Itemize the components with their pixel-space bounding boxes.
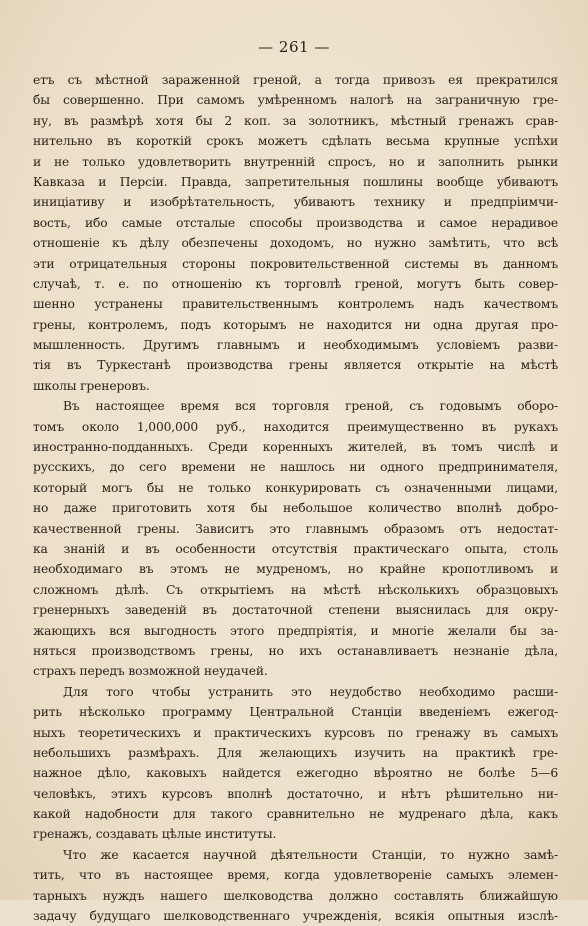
body-text bbox=[33, 70, 558, 926]
text-line: иностранно-подданныхъ. Среди коренныхъ жителей, въ томъ числѣ и bbox=[33, 440, 558, 455]
text-line: ка знаній и въ особенности отсутствія практическаго опыта, столь bbox=[33, 541, 558, 556]
text-line: качественной грены. Зависитъ это главнымъ образомъ отъ недостат- bbox=[33, 521, 558, 536]
text-line: шенно устранены правительственнымъ контролемъ надъ качествомъ bbox=[33, 297, 558, 312]
text-line: жающихъ вся выгодность этого предпріятія, и многіе желали бы за- bbox=[33, 623, 558, 638]
text-line: но даже приготовить хотя бы небольшое количество вполнѣ добро- bbox=[33, 501, 558, 516]
text-line: грены, контролемъ, подъ которымъ не находится ни одна другая про- bbox=[33, 317, 558, 332]
text-line: етъ съ мѣстной зараженной греной, а тогда привозъ ея прекратился bbox=[33, 73, 558, 87]
text-line: тія въ Туркестанѣ производства грены является открытіе на мѣстѣ bbox=[33, 358, 558, 373]
text-line: эти отрицательныя стороны покровительственной системы въ данномъ bbox=[33, 256, 558, 271]
text-line: и не только удовлетворить внутренній спросъ, но и заполнить рынки bbox=[33, 154, 558, 169]
text-line: какой надобности для такого сравнительно не мудренаго дѣла, какъ bbox=[33, 807, 558, 822]
text-line: Въ настоящее время вся торговля греной, съ годовымъ оборо- bbox=[63, 399, 558, 414]
text-line: нительно въ короткій срокъ можетъ сдѣлать весьма крупные успѣхи bbox=[33, 134, 558, 149]
text-line: сложномъ дѣлѣ. Съ открытіемъ на мѣстѣ нѣсколькихъ образцовыхъ bbox=[33, 582, 558, 597]
text-line: ныхъ теоретическихъ и практическихъ курсовъ по гренажу въ самыхъ bbox=[33, 725, 558, 740]
text-line: Что же касается научной дѣятельности Станціи, то нужно замѣ- bbox=[63, 847, 558, 862]
text-line: тить, что въ настоящее время, когда удовлетвореніе самыхъ элемен- bbox=[33, 868, 558, 883]
paragraph bbox=[33, 682, 558, 845]
text-line: отношеніе къ дѣлу обезпечены доходомъ, но нужно замѣтить, что всѣ bbox=[33, 236, 558, 251]
text-line: страхъ передъ возможной неудачей. bbox=[33, 664, 268, 679]
text-line: человѣкъ, этихъ курсовъ вполнѣ достаточно, и нѣтъ рѣшительно ни- bbox=[33, 786, 558, 801]
text-line: который могъ бы не только конкурировать съ означенными лицами, bbox=[33, 480, 558, 495]
text-line: гренерныхъ заведеній въ достаточной степени выяснилась для окру- bbox=[33, 603, 558, 618]
text-line: случаѣ, т. е. по отношенію къ торговлѣ греной, могутъ быть совер- bbox=[33, 276, 558, 291]
text-line: школы гренеровъ. bbox=[33, 378, 150, 393]
paragraph bbox=[33, 396, 558, 681]
text-line: небольшихъ размѣрахъ. Для желающихъ изучить на практикѣ гре- bbox=[33, 745, 558, 760]
text-line: гренажъ, создавать цѣлые институты. bbox=[33, 827, 277, 842]
paragraph bbox=[33, 70, 558, 396]
text-line: томъ около 1,000,000 руб., находится преимущественно въ рукахъ bbox=[33, 419, 558, 434]
text-line: Кавказа и Персіи. Правда, запретительныя пошлины вообще убиваютъ bbox=[33, 174, 558, 189]
text-line: иниціативу и изобрѣтательность, убиваютъ технику и предпріимчи- bbox=[33, 195, 558, 210]
text-line: вость, ибо самые отсталые способы производства и самое нерадивое bbox=[33, 215, 558, 230]
text-line: рить нѣсколько программу Центральной Станціи введеніемъ ежегод- bbox=[33, 705, 558, 720]
text-line: няться производствомъ грены, но ихъ останавливаетъ незнаніе дѣла, bbox=[33, 643, 558, 658]
page-number: — 261 — bbox=[258, 38, 330, 56]
text-line: русскихъ, до сего времени не нашлось ни одного предпринимателя, bbox=[33, 460, 558, 475]
text-line: нажное дѣло, каковыхъ найдется ежегодно вѣроятно не болѣе 5—6 bbox=[33, 766, 558, 781]
text-line: бы совершенно. При самомъ умѣренномъ налогѣ на заграничную гре- bbox=[33, 93, 558, 108]
text-line: необходимаго въ этомъ не мудреномъ, но крайне кропотливомъ и bbox=[33, 562, 558, 577]
text-line: тарныхъ нуждъ нашего шелководства должно составлять ближайшую bbox=[33, 888, 558, 903]
text-line: мышленность. Другимъ главнымъ и необходимымъ условіемъ разви- bbox=[33, 338, 558, 353]
text-line: ну, въ размѣрѣ хотя бы 2 коп. за золотникъ, мѣстный гренажъ срав- bbox=[33, 113, 558, 128]
text-line: задачу будущаго шелководственнаго учрежденія, всякія опытныя изслѣ- bbox=[33, 909, 558, 924]
paragraph bbox=[33, 845, 558, 926]
text-line: Для того чтобы устранить это неудобство необходимо расши- bbox=[63, 684, 558, 699]
